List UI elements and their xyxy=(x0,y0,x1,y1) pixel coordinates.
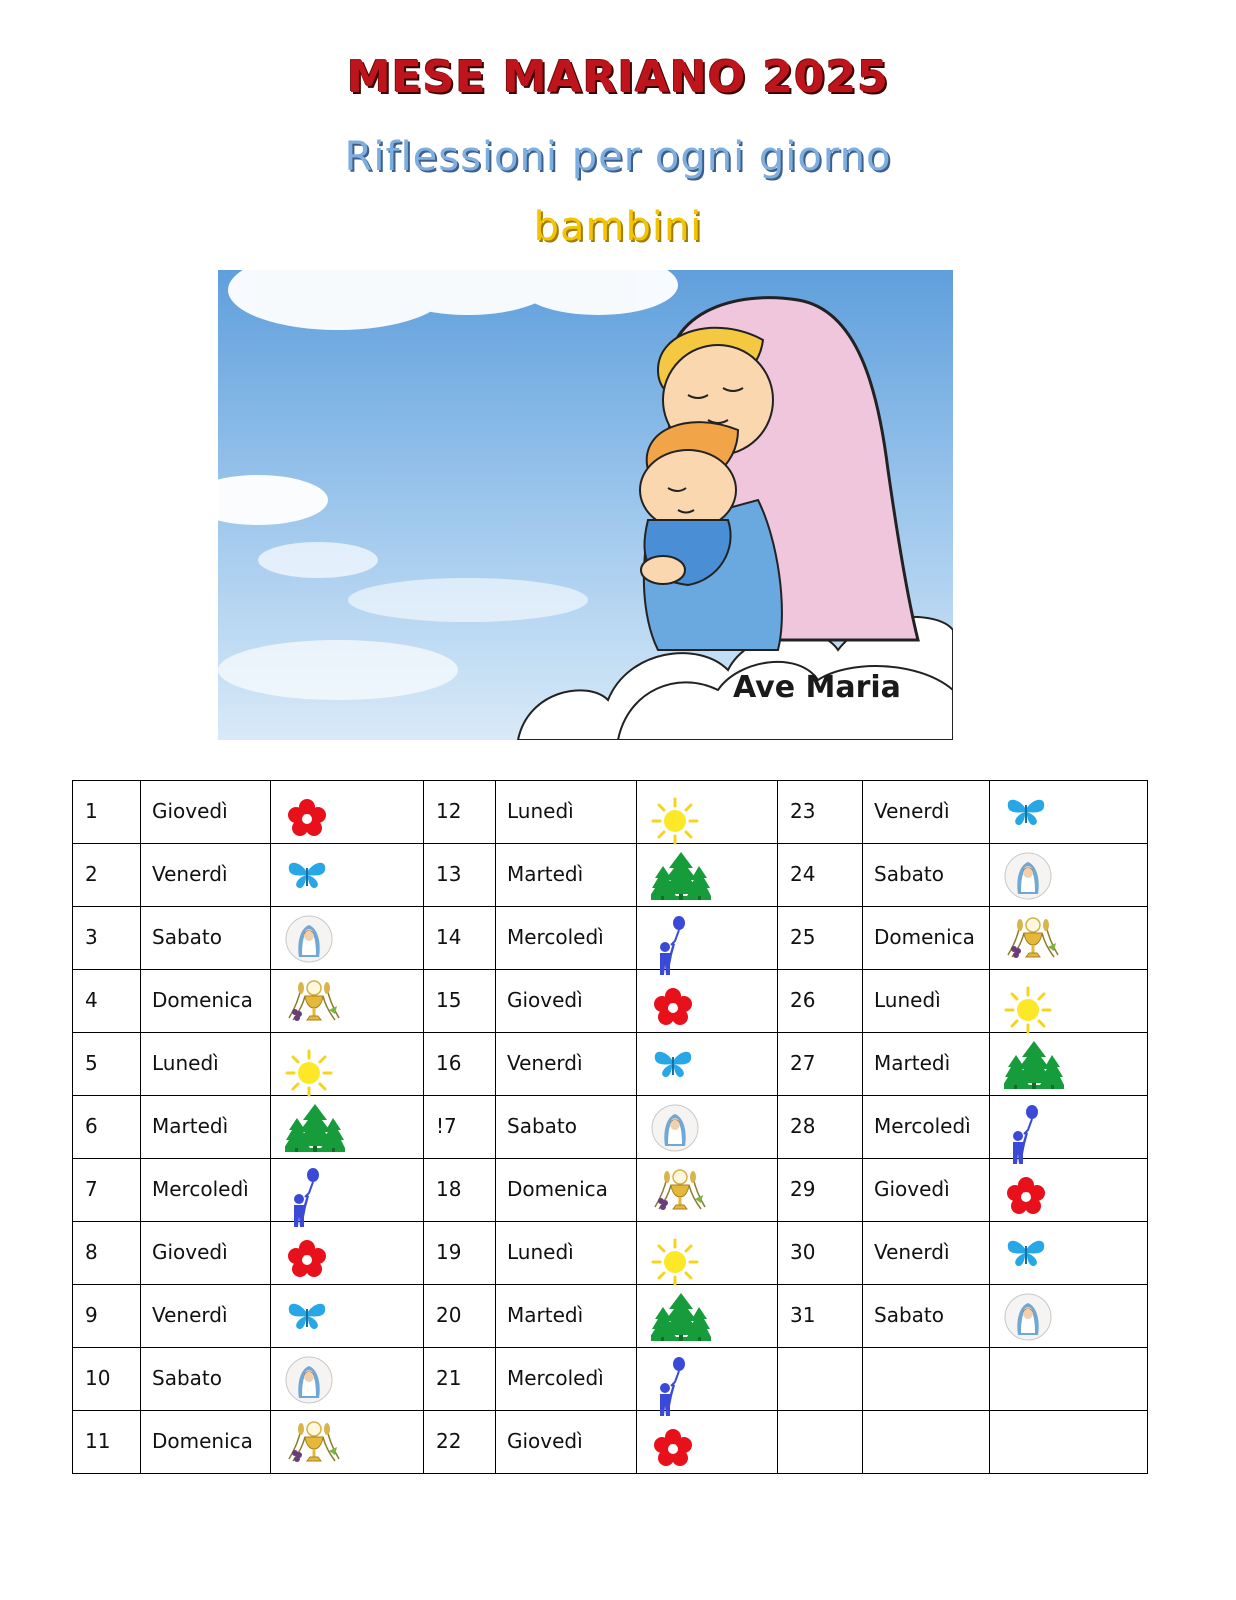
weekday-name: Giovedì xyxy=(874,1177,950,1201)
weekday-cell xyxy=(863,1411,990,1474)
weekday-cell xyxy=(863,1222,990,1285)
day-number-cell xyxy=(424,1159,496,1222)
day-number: 14 xyxy=(436,925,462,949)
day-icon-cell xyxy=(271,1159,424,1222)
day-number-cell xyxy=(424,1222,496,1285)
weekday-cell xyxy=(863,1033,990,1096)
day-icon-cell xyxy=(271,1348,424,1411)
weekday-cell xyxy=(141,1096,271,1159)
weekday-name: Lunedì xyxy=(507,799,574,823)
day-number-cell xyxy=(73,1285,141,1348)
weekday-name: Venerdì xyxy=(874,799,950,823)
day-number: 13 xyxy=(436,862,462,886)
weekday-cell xyxy=(863,1159,990,1222)
day-number: 8 xyxy=(85,1240,98,1264)
weekday-name: Martedì xyxy=(152,1114,229,1138)
weekday-cell xyxy=(496,1411,637,1474)
weekday-name: Sabato xyxy=(507,1114,577,1138)
audience-label: bambini xyxy=(533,204,703,250)
weekday-name: Giovedì xyxy=(507,1429,583,1453)
weekday-cell xyxy=(863,844,990,907)
weekday-cell xyxy=(141,781,271,844)
day-number-cell xyxy=(73,844,141,907)
day-number-cell xyxy=(73,1411,141,1474)
day-icon-cell xyxy=(271,1033,424,1096)
weekday-cell xyxy=(141,970,271,1033)
weekday-name: Sabato xyxy=(874,862,944,886)
weekday-cell xyxy=(863,1285,990,1348)
calendar-row xyxy=(73,1222,1148,1285)
day-number-cell xyxy=(778,907,863,970)
weekday-cell xyxy=(496,844,637,907)
weekday-cell xyxy=(496,1222,637,1285)
weekday-name: Venerdì xyxy=(152,862,228,886)
weekday-cell xyxy=(496,907,637,970)
day-icon-cell xyxy=(637,844,778,907)
weekday-name: Martedì xyxy=(507,1303,584,1327)
day-number-cell xyxy=(73,970,141,1033)
day-number-cell xyxy=(424,907,496,970)
day-icon-cell xyxy=(271,1096,424,1159)
madonna-child-illustration xyxy=(218,270,953,740)
day-icon-cell xyxy=(637,1096,778,1159)
day-number: 15 xyxy=(436,988,462,1012)
day-number-cell xyxy=(778,1033,863,1096)
day-number: 20 xyxy=(436,1303,462,1327)
calendar-row xyxy=(73,1096,1148,1159)
weekday-cell xyxy=(141,844,271,907)
weekday-name: Domenica xyxy=(874,925,975,949)
day-number: 12 xyxy=(436,799,462,823)
day-number: 30 xyxy=(790,1240,816,1264)
day-number: 31 xyxy=(790,1303,816,1327)
day-icon-cell xyxy=(637,1411,778,1474)
weekday-cell xyxy=(141,1159,271,1222)
day-number: 16 xyxy=(436,1051,462,1075)
day-number-cell xyxy=(73,907,141,970)
day-number-cell xyxy=(778,781,863,844)
weekday-cell xyxy=(496,1348,637,1411)
day-number-cell xyxy=(73,781,141,844)
weekday-cell xyxy=(496,781,637,844)
calendar-table xyxy=(72,780,1148,1474)
day-icon-cell xyxy=(990,1285,1148,1348)
weekday-name: Lunedì xyxy=(152,1051,219,1075)
calendar-row xyxy=(73,907,1148,970)
day-number-cell xyxy=(778,1159,863,1222)
day-number: 19 xyxy=(436,1240,462,1264)
day-number-cell xyxy=(778,1096,863,1159)
weekday-cell xyxy=(496,1159,637,1222)
day-number-cell xyxy=(424,1096,496,1159)
day-icon-cell xyxy=(637,1348,778,1411)
weekday-cell xyxy=(863,1348,990,1411)
day-number: 9 xyxy=(85,1303,98,1327)
calendar-row xyxy=(73,781,1148,844)
weekday-cell xyxy=(141,1411,271,1474)
day-number-cell xyxy=(424,1033,496,1096)
page-title: MESE MARIANO 2025 xyxy=(346,52,890,103)
day-icon-cell xyxy=(271,844,424,907)
page-subtitle: Riflessioni per ogni giorno xyxy=(344,134,892,180)
weekday-name: Giovedì xyxy=(152,799,228,823)
weekday-cell xyxy=(863,907,990,970)
day-icon-cell xyxy=(990,1411,1148,1474)
calendar-row xyxy=(73,1159,1148,1222)
day-icon-cell xyxy=(271,970,424,1033)
weekday-name: Lunedì xyxy=(874,988,941,1012)
calendar-row xyxy=(73,1285,1148,1348)
weekday-name: Venerdì xyxy=(874,1240,950,1264)
day-number: 22 xyxy=(436,1429,462,1453)
day-icon-cell xyxy=(271,1411,424,1474)
day-number-cell xyxy=(73,1033,141,1096)
weekday-name: Mercoledì xyxy=(507,925,604,949)
day-number-cell xyxy=(424,970,496,1033)
weekday-name: Domenica xyxy=(152,1429,253,1453)
calendar-body xyxy=(73,781,1148,1474)
day-number-cell xyxy=(424,1411,496,1474)
weekday-name: Giovedì xyxy=(507,988,583,1012)
day-number: 23 xyxy=(790,799,816,823)
weekday-cell xyxy=(496,970,637,1033)
weekday-name: Venerdì xyxy=(507,1051,583,1075)
weekday-name: Domenica xyxy=(507,1177,608,1201)
weekday-name: Martedì xyxy=(874,1051,951,1075)
day-icon-cell xyxy=(271,781,424,844)
day-number-cell xyxy=(778,1411,863,1474)
calendar-row xyxy=(73,1033,1148,1096)
day-number: 7 xyxy=(85,1177,98,1201)
day-number-cell xyxy=(73,1222,141,1285)
weekday-name: Giovedì xyxy=(152,1240,228,1264)
day-icon-cell xyxy=(990,970,1148,1033)
day-number: 1 xyxy=(85,799,98,823)
weekday-name: Domenica xyxy=(152,988,253,1012)
day-number: 24 xyxy=(790,862,816,886)
weekday-name: Martedì xyxy=(507,862,584,886)
weekday-name: Lunedì xyxy=(507,1240,574,1264)
weekday-cell xyxy=(863,1096,990,1159)
day-number: 27 xyxy=(790,1051,816,1075)
day-icon-cell xyxy=(990,1348,1148,1411)
weekday-cell xyxy=(496,1285,637,1348)
day-number: 11 xyxy=(85,1429,111,1453)
day-icon-cell xyxy=(637,1159,778,1222)
day-number: 5 xyxy=(85,1051,98,1075)
day-icon-cell xyxy=(637,1033,778,1096)
day-number: 10 xyxy=(85,1366,111,1390)
day-number-cell xyxy=(424,781,496,844)
weekday-name: Mercoledì xyxy=(874,1114,971,1138)
day-number: 18 xyxy=(436,1177,462,1201)
day-icon-cell xyxy=(990,781,1148,844)
day-number: 26 xyxy=(790,988,816,1012)
day-icon-cell xyxy=(990,1222,1148,1285)
weekday-cell xyxy=(863,970,990,1033)
day-number-cell xyxy=(424,844,496,907)
weekday-cell xyxy=(141,1222,271,1285)
day-number-cell xyxy=(778,1285,863,1348)
day-number-cell xyxy=(73,1096,141,1159)
day-number: 28 xyxy=(790,1114,816,1138)
day-icon-cell xyxy=(637,970,778,1033)
day-number: 3 xyxy=(85,925,98,949)
day-icon-cell xyxy=(271,907,424,970)
calendar-row xyxy=(73,970,1148,1033)
calendar-row xyxy=(73,1348,1148,1411)
calendar-row xyxy=(73,844,1148,907)
day-number: 4 xyxy=(85,988,98,1012)
day-number: !7 xyxy=(436,1114,457,1138)
weekday-cell xyxy=(141,1285,271,1348)
day-icon-cell xyxy=(637,781,778,844)
day-number-cell xyxy=(73,1348,141,1411)
day-number: 29 xyxy=(790,1177,816,1201)
day-number-cell xyxy=(73,1159,141,1222)
day-number: 2 xyxy=(85,862,98,886)
weekday-name: Sabato xyxy=(874,1303,944,1327)
calendar-row xyxy=(73,1411,1148,1474)
weekday-cell xyxy=(141,1033,271,1096)
day-icon-cell xyxy=(990,1096,1148,1159)
day-icon-cell xyxy=(271,1222,424,1285)
weekday-name: Venerdì xyxy=(152,1303,228,1327)
day-icon-cell xyxy=(990,844,1148,907)
day-number-cell xyxy=(778,1222,863,1285)
day-number-cell xyxy=(424,1348,496,1411)
weekday-cell xyxy=(496,1033,637,1096)
day-icon-cell xyxy=(637,1285,778,1348)
weekday-cell xyxy=(863,781,990,844)
weekday-cell xyxy=(141,1348,271,1411)
day-number-cell xyxy=(778,844,863,907)
day-number-cell xyxy=(778,1348,863,1411)
day-icon-cell xyxy=(990,1033,1148,1096)
weekday-name: Sabato xyxy=(152,1366,222,1390)
illustration-caption: Ave Maria xyxy=(733,670,901,705)
day-number-cell xyxy=(778,970,863,1033)
day-icon-cell xyxy=(990,907,1148,970)
weekday-name: Sabato xyxy=(152,925,222,949)
day-icon-cell xyxy=(990,1159,1148,1222)
weekday-cell xyxy=(141,907,271,970)
day-number: 21 xyxy=(436,1366,462,1390)
day-number: 6 xyxy=(85,1114,98,1138)
day-icon-cell xyxy=(271,1285,424,1348)
weekday-name: Mercoledì xyxy=(152,1177,249,1201)
day-number-cell xyxy=(424,1285,496,1348)
day-icon-cell xyxy=(637,907,778,970)
weekday-name: Mercoledì xyxy=(507,1366,604,1390)
day-icon-cell xyxy=(637,1222,778,1285)
weekday-cell xyxy=(496,1096,637,1159)
day-number: 25 xyxy=(790,925,816,949)
